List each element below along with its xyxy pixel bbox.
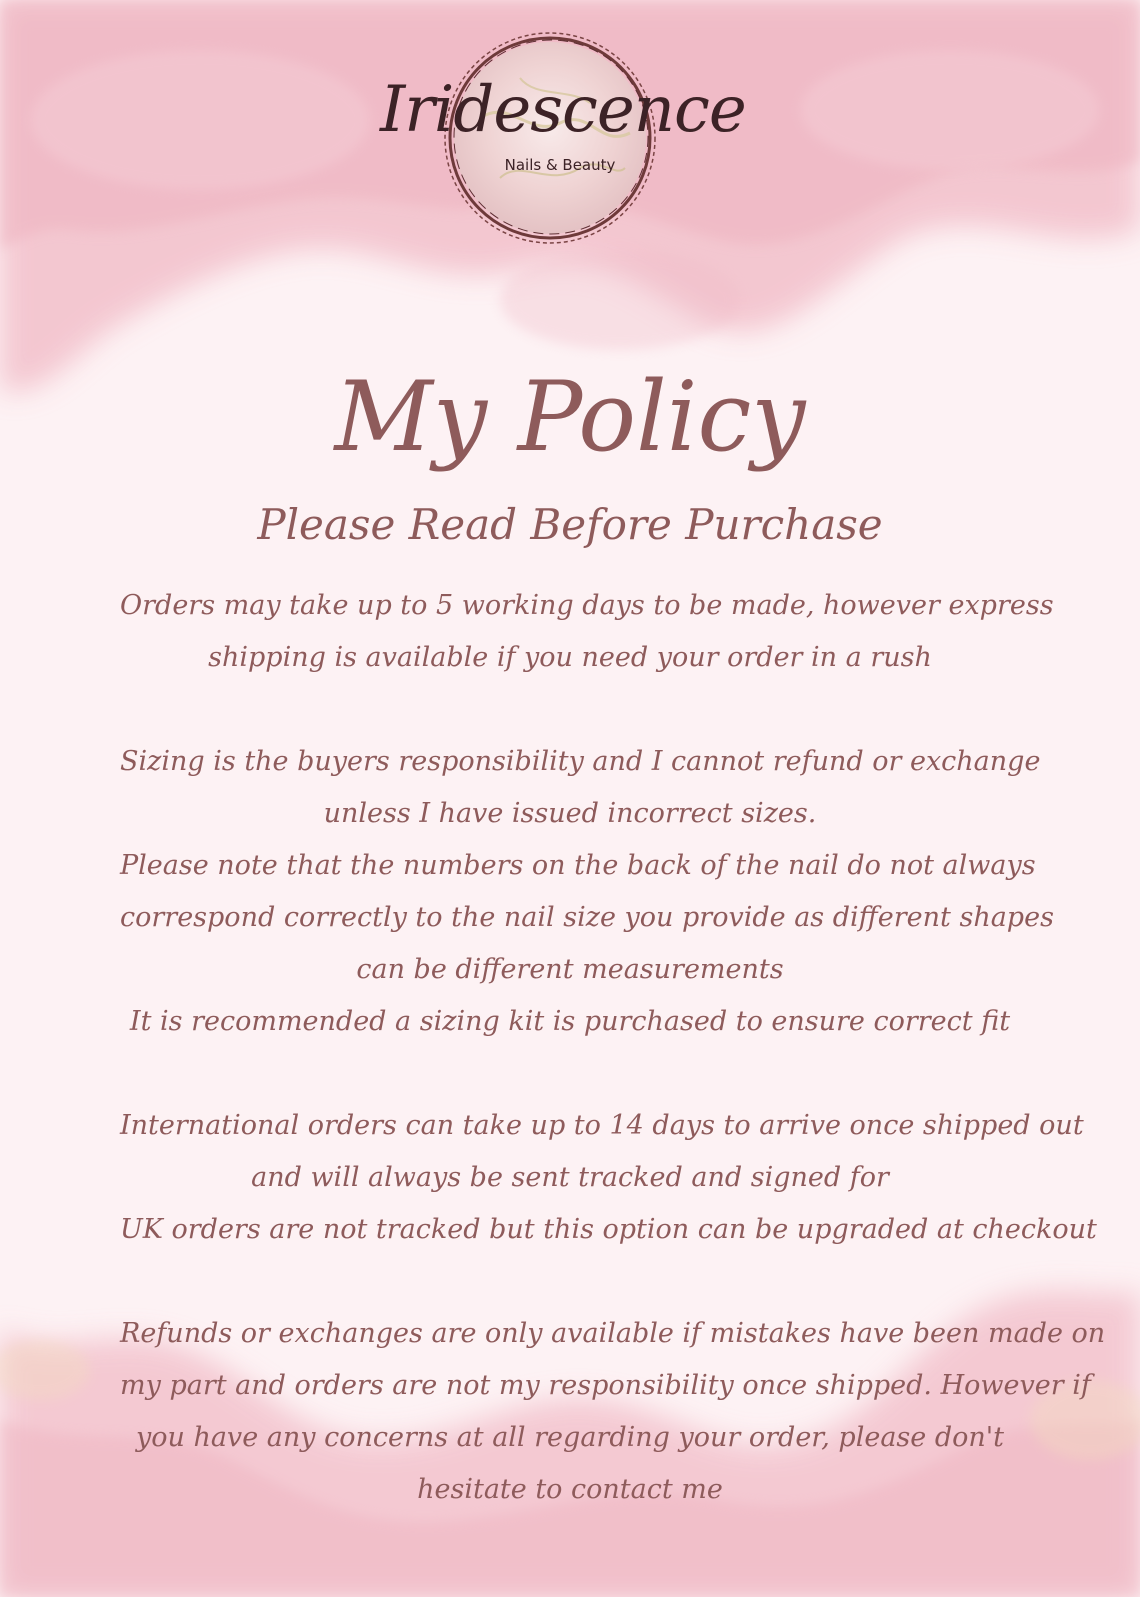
policy-line: Refunds or exchanges are only available if mistakes have been made on: [120, 1318, 1106, 1349]
policy-line: my part and orders are not my responsibility once shipped. However if: [120, 1370, 1091, 1401]
brand-logo: [380, 20, 746, 250]
policy-line: Orders may take up to 5 working days to be made, however express: [120, 590, 1054, 621]
paragraph-spacer: [120, 684, 1020, 736]
policy-line: unless I have issued incorrect sizes.: [323, 798, 817, 829]
policy-paragraph-shipping: [120, 1100, 1097, 1256]
policy-paragraph-refunds: [120, 1308, 1106, 1516]
paragraph-spacer: [120, 1048, 1020, 1100]
policy-line: can be different measurements: [356, 954, 784, 985]
policy-line: UK orders are not tracked but this option can be upgraded at checkout: [120, 1214, 1097, 1245]
logo-tagline: Nails & Beauty: [504, 156, 616, 174]
page-title: My Policy: [334, 361, 806, 473]
paragraph-spacer: [120, 1256, 1020, 1308]
policy-line: Sizing is the buyers responsibility and I cannot refund or exchange: [120, 746, 1041, 777]
policy-line: It is recommended a sizing kit is purchased to ensure correct fit: [129, 1006, 1011, 1037]
policy-line: Please note that the numbers on the back of the nail do not always: [120, 850, 1036, 881]
policy-paragraph-orders: [120, 580, 1054, 684]
policy-line: you have any concerns at all regarding your order, please don't: [135, 1422, 1005, 1453]
policy-paragraph-sizing: [120, 736, 1054, 1048]
policy-line: hesitate to contact me: [417, 1474, 723, 1505]
policy-line: and will always be sent tracked and signed for: [251, 1162, 889, 1193]
logo-brand-text: Iridescence: [380, 73, 746, 147]
policy-line: International orders can take up to 14 days to arrive once shipped out: [120, 1110, 1084, 1141]
policy-line: shipping is available if you need your order in a rush: [208, 642, 932, 673]
page-subtitle: Please Read Before Purchase: [257, 500, 883, 549]
policy-body: [120, 580, 1106, 1516]
policy-line: correspond correctly to the nail size you provide as different shapes: [120, 902, 1054, 933]
